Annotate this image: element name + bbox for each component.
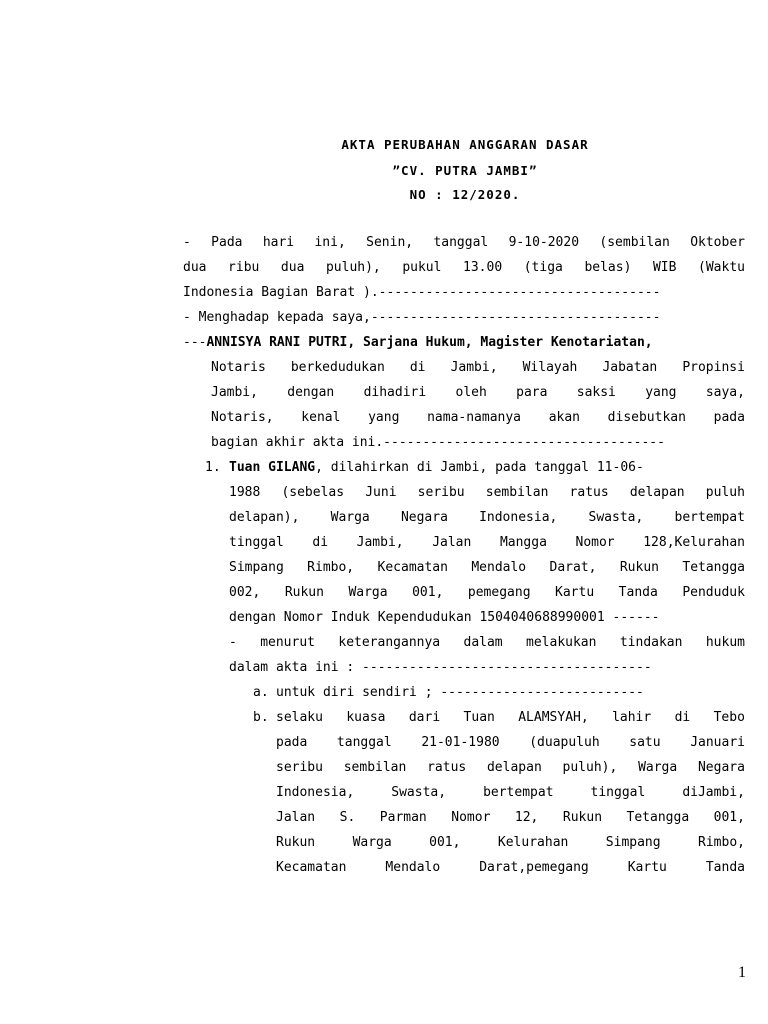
word: Simpang	[229, 560, 284, 575]
notary-line	[183, 335, 653, 350]
paragraph-line	[276, 710, 745, 725]
paragraph-line: dalam akta ini : -------------------------------------	[229, 660, 652, 675]
paragraph-line: Indonesia Bagian Barat ).------------------------------------	[183, 285, 661, 300]
word: seribu	[276, 760, 323, 775]
word: Swasta,	[588, 510, 644, 525]
item-number: 1.	[205, 460, 221, 475]
word: delapan	[629, 485, 685, 500]
word: Warga	[330, 510, 370, 525]
word: Negara	[400, 510, 448, 525]
word: satu	[629, 735, 661, 750]
word: dua	[280, 260, 305, 275]
word: Rimbo,	[698, 835, 745, 850]
word: Notaris,	[211, 410, 274, 425]
word: 9-10-2020	[508, 235, 580, 250]
word: Jambi,	[450, 360, 498, 375]
company-name: ”CV. PUTRA JAMBI”	[392, 163, 538, 178]
party-details: , dilahirkan di Jambi, pada tanggal 11-06-	[315, 460, 644, 475]
paragraph-line	[276, 735, 745, 750]
sub-item-label: b.	[253, 710, 269, 725]
word: ratus	[569, 485, 609, 500]
word: Kelurahan	[497, 835, 569, 850]
word: Warga	[348, 585, 388, 600]
word: Notaris	[211, 360, 266, 375]
word: 001,	[412, 585, 444, 600]
word: delapan	[486, 760, 542, 775]
word: pada	[713, 410, 745, 425]
word: ALAMSYAH,	[518, 710, 589, 725]
word: melakukan	[526, 635, 597, 650]
paragraph-line	[276, 810, 745, 825]
word: 001,	[713, 810, 745, 825]
word: Darat,pemegang	[479, 860, 589, 875]
word: 12,	[514, 810, 539, 825]
word: Tebo	[713, 710, 745, 725]
word: tanggal	[336, 735, 392, 750]
word: 1988	[229, 485, 261, 500]
word: Mangga	[499, 535, 547, 550]
word: Rukun	[284, 585, 324, 600]
word: Rimbo,	[307, 560, 355, 575]
word: Kecamatan	[276, 860, 347, 875]
word: hari	[262, 235, 295, 250]
word: selaku	[276, 710, 323, 725]
word: WIB	[652, 260, 677, 275]
word: Jalan	[432, 535, 472, 550]
word: lahir	[612, 710, 652, 725]
word: di	[312, 535, 329, 550]
word: akan	[548, 410, 580, 425]
paragraph-line	[276, 835, 745, 850]
word: di	[674, 710, 691, 725]
deed-title: AKTA PERUBAHAN ANGGARAN DASAR	[341, 137, 589, 152]
word: Penduduk	[682, 585, 745, 600]
word: 13.00	[463, 260, 503, 275]
word: Rukun	[276, 835, 316, 850]
word: Warga	[352, 835, 392, 850]
word: kuasa	[346, 710, 386, 725]
word: dalam	[463, 635, 503, 650]
word: Warga	[638, 760, 678, 775]
leading-dashes: ---	[183, 335, 207, 350]
word: hukum	[705, 635, 745, 650]
word: sembilan	[485, 485, 549, 500]
word: yang	[368, 410, 400, 425]
paragraph-line: bagian akhir akta ini.------------------------------------	[211, 435, 665, 450]
word: disebutkan	[607, 410, 686, 425]
word: 001,	[429, 835, 461, 850]
word: menurut	[260, 635, 315, 650]
word: (sembilan	[599, 235, 670, 250]
paragraph-line	[229, 535, 745, 550]
word: ratus	[427, 760, 467, 775]
word: tindakan	[619, 635, 683, 650]
word: saya,	[705, 385, 745, 400]
paragraph-line	[276, 785, 745, 800]
word: Rukun	[619, 560, 659, 575]
word: dua	[183, 260, 207, 275]
word: ini,	[314, 235, 346, 250]
word: pada	[276, 735, 308, 750]
word: Mendalo	[385, 860, 441, 875]
deed-number: NO : 12/2020.	[409, 187, 521, 202]
sub-item-text: untuk diri sendiri ; --------------------------	[276, 685, 644, 700]
word: saksi	[576, 385, 616, 400]
paragraph-line	[276, 860, 745, 875]
paragraph-line	[183, 260, 745, 275]
word: pukul	[402, 260, 442, 275]
word: dihadiri	[363, 385, 427, 400]
word: Senin,	[366, 235, 414, 250]
word: di	[409, 360, 426, 375]
word: Nomor	[451, 810, 491, 825]
word: puluh	[705, 485, 745, 500]
word: Propinsi	[682, 360, 745, 375]
paragraph-line	[211, 410, 745, 425]
word: berkedudukan	[290, 360, 385, 375]
paragraph-line	[276, 760, 745, 775]
word: bertempat	[483, 785, 554, 800]
word: sembilan	[343, 760, 407, 775]
word: (tiga	[523, 260, 563, 275]
word: belas)	[584, 260, 632, 275]
word: Tetangga	[626, 810, 690, 825]
word: ribu	[228, 260, 260, 275]
word: Indonesia,	[479, 510, 558, 525]
word: tanggal	[433, 235, 489, 250]
word: Pada	[211, 235, 243, 250]
paragraph-line	[229, 635, 745, 650]
page-number: 1	[738, 964, 746, 981]
paragraph-line	[229, 510, 745, 525]
word: tinggal	[590, 785, 646, 800]
word: bertempat	[674, 510, 745, 525]
word: oleh	[455, 385, 487, 400]
word: dengan	[287, 385, 335, 400]
paragraph-line	[211, 360, 745, 375]
paragraph-line	[229, 485, 745, 500]
word: Mendalo	[471, 560, 527, 575]
word: kenal	[301, 410, 341, 425]
word: Kartu	[627, 860, 667, 875]
sub-item-label: a.	[253, 685, 269, 700]
word: seribu	[417, 485, 465, 500]
paragraph-line	[183, 235, 745, 250]
word: puluh),	[325, 260, 381, 275]
word: tinggal	[229, 535, 284, 550]
word: Simpang	[605, 835, 661, 850]
word: Tetangga	[682, 560, 745, 575]
word: dari	[408, 710, 441, 725]
word: Jambi,	[211, 385, 258, 400]
word: (Waktu	[698, 260, 745, 275]
word: keterangannya	[338, 635, 441, 650]
word: Tanda	[705, 860, 745, 875]
word: 002,	[229, 585, 261, 600]
word: -	[229, 635, 237, 650]
word: Juni	[365, 485, 397, 500]
notary-name: ANNISYA RANI PUTRI, Sarjana Hukum, Magister Kenotariatan,	[206, 335, 653, 350]
word: -	[183, 235, 191, 250]
word: Tuan	[463, 710, 495, 725]
word: Negara	[697, 760, 745, 775]
word: puluh),	[562, 760, 618, 775]
paragraph-line	[229, 560, 745, 575]
word: Januari	[690, 735, 745, 750]
word: 21-01-1980	[421, 735, 500, 750]
word: Jabatan	[602, 360, 658, 375]
word: para	[516, 385, 548, 400]
word: pemegang	[467, 585, 531, 600]
paragraph-line	[211, 385, 745, 400]
word: diJambi,	[682, 785, 745, 800]
word: Darat,	[549, 560, 597, 575]
paragraph-line: dengan Nomor Induk Kependudukan 1504040688990001 ------	[229, 610, 660, 625]
word: Oktober	[690, 235, 745, 250]
word: Tanda	[618, 585, 658, 600]
word: nama-namanya	[427, 410, 522, 425]
paragraph-line	[229, 585, 745, 600]
word: Wilayah	[522, 360, 578, 375]
word: Swasta,	[391, 785, 447, 800]
word: S.	[339, 810, 356, 825]
word: delapan),	[229, 510, 300, 525]
word: Rukun	[562, 810, 603, 825]
word: (sebelas	[281, 485, 345, 500]
word: Nomor	[575, 535, 615, 550]
word: Jalan	[276, 810, 316, 825]
word: 128,Kelurahan	[643, 535, 745, 550]
word: Parman	[379, 810, 427, 825]
word: Jambi,	[356, 535, 404, 550]
word: Kartu	[555, 585, 595, 600]
word: yang	[645, 385, 677, 400]
item-first-line	[229, 460, 644, 475]
word: Kecamatan	[377, 560, 448, 575]
paragraph-line: - Menghadap kepada saya,-------------------------------------	[183, 310, 661, 325]
word: Indonesia,	[276, 785, 355, 800]
party-name: Tuan GILANG	[229, 460, 316, 475]
word: (duapuluh	[529, 735, 600, 750]
